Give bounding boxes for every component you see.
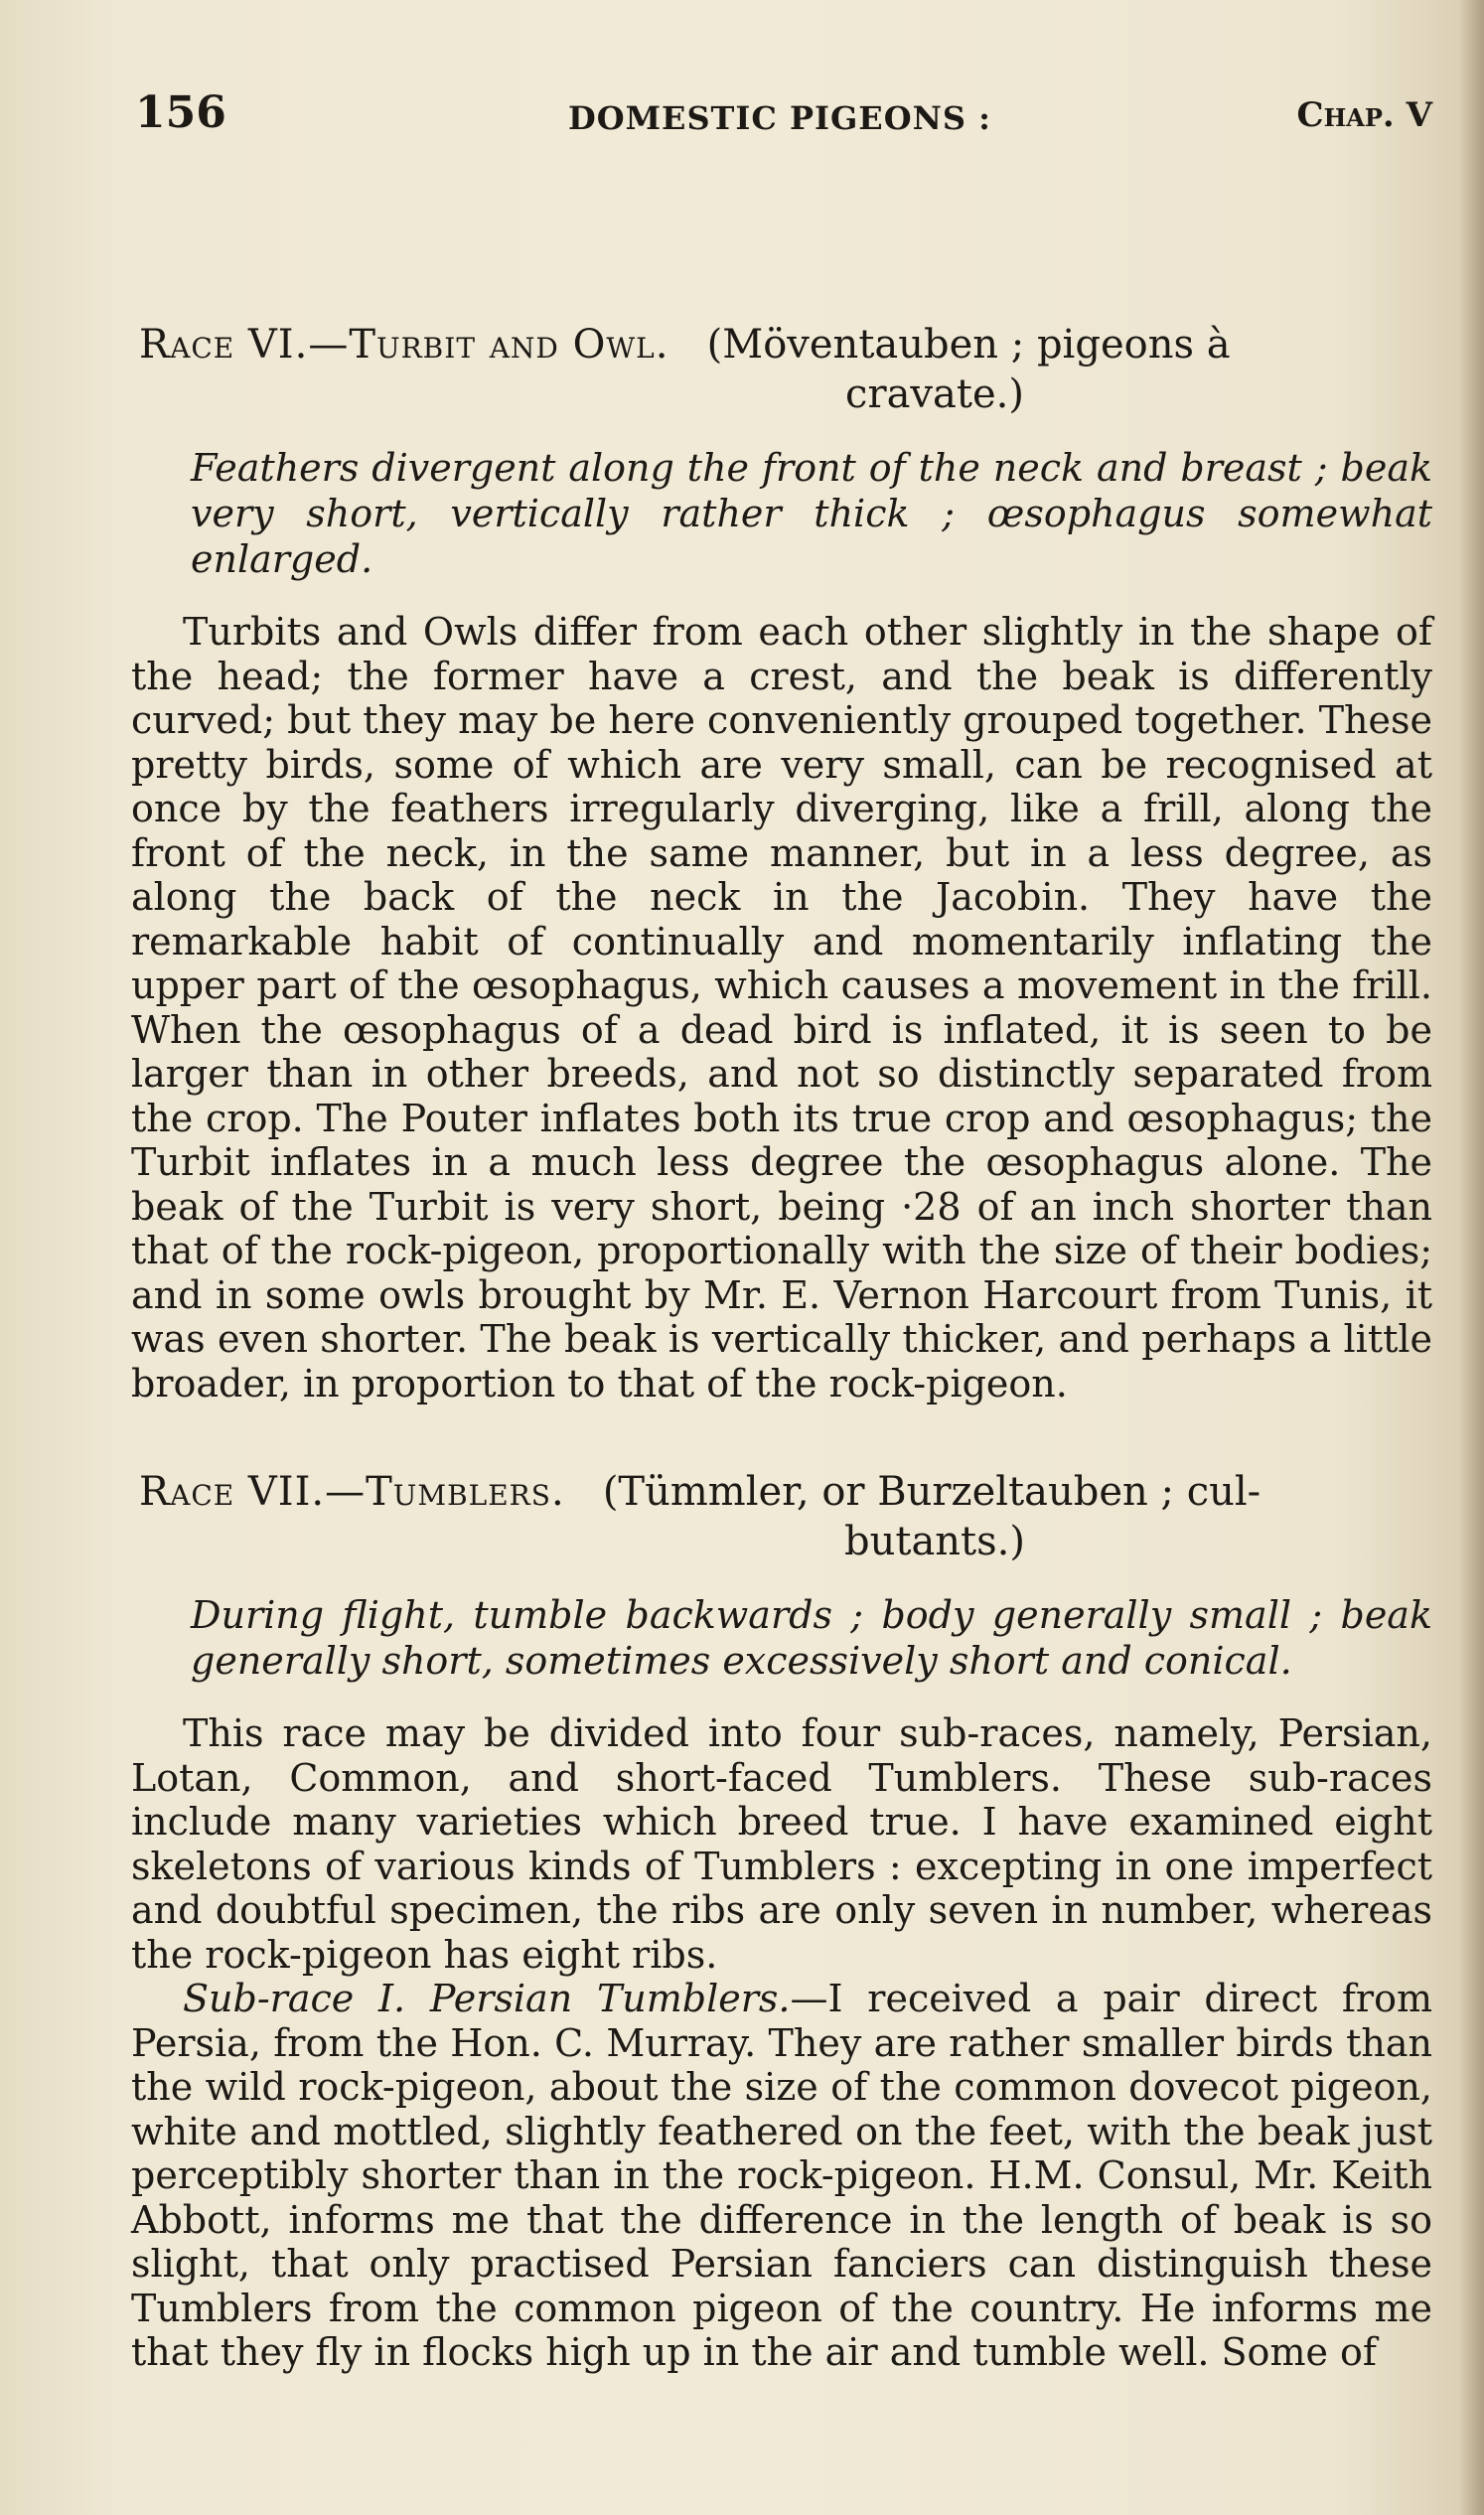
- race-vii-characters: During flight, tumble backwards ; body generally small ; beak generally short, sometimes excessively short and conical.: [191, 1593, 1432, 1683]
- running-title: DOMESTIC PIGEONS :: [568, 99, 991, 137]
- running-header: [131, 79, 1432, 151]
- race-vi-title: Race VI.—Turbit and Owl.: [139, 322, 669, 368]
- page-number: 156: [135, 87, 226, 138]
- race-vi-heading: [131, 320, 1432, 419]
- race-vii-alt-names: (Tümmler, or Burzeltauben ; cul-: [602, 1469, 1261, 1515]
- race-vi-alt-names: (Möventauben ; pigeons à: [706, 322, 1231, 368]
- subrace-i-heading: Sub-race I. Persian Tumblers.: [183, 1977, 791, 2020]
- chapter-reference: Chap. V: [1296, 95, 1432, 135]
- subrace-i-text: —I received a pair direct from Persia, from the Hon. C. Murray. They are rather smaller birds than the wild rock-pigeon, about the size of the common dovecot pigeon, white and mottled, slightly feathered on the feet, with the beak just perceptibly shorter than in the rock-pigeon. H.M. Consul, Mr. Keith Abbott, informs me that the difference in the length of beak is so slight, that only practised Persian fanciers can distinguish these Tumblers from the common pigeon of the country. He informs me that they fly in flocks high up in the air and tumble well. Some of: [131, 1977, 1432, 2374]
- race-vii-heading: [131, 1467, 1432, 1566]
- race-vi-paragraph: Turbits and Owls differ from each other slightly in the shape of the head; the former have a crest, and the beak is differently curved; but they may be here conveniently grouped together. These pretty birds, some of which are very small, can be recognised at once by the feathers irregularly diverging, like a frill, along the front of the neck, in the same manner, but in a less degree, as along the back of the neck in the Jacobin. They have the remarkable habit of continually and momentarily inflating the upper part of the œsophagus, which causes a movement in the frill. When the œsophagus of a dead bird is inflated, it is seen to be larger than in other breeds, and not so distinctly separated from the crop. The Pouter inflates both its true crop and œsophagus; the Turbit inflates in a much less degree the œsophagus alone. The beak of the Turbit is very short, being ·28 of an inch shorter than that of the rock-pigeon, proportionally with the size of their bodies; and in some owls brought by Mr. E. Vernon Harcourt from Tunis, it was even shorter. The beak is vertically thicker, and perhaps a little broader, in proportion to that of the rock-pigeon.: [131, 610, 1432, 1405]
- race-vii-alt-names-cont: butants.): [844, 1519, 1025, 1564]
- subrace-i-paragraph: [131, 1977, 1432, 2375]
- race-vi-characters: Feathers divergent along the front of the neck and breast ; beak very short, vertically rather thick ; œsophagus somewhat enlarged.: [191, 446, 1432, 581]
- race-vii-paragraph: This race may be divided into four sub-races, namely, Persian, Lotan, Common, and short-faced Tumblers. These sub-races include many varieties which breed true. I have examined eight skeletons of various kinds of Tumblers : excepting in one imperfect and doubtful specimen, the ribs are only seven in number, whereas the rock-pigeon has eight ribs.: [131, 1711, 1432, 1977]
- text-column: [131, 79, 1432, 2375]
- page-gutter-shadow: [1458, 0, 1484, 2515]
- race-vi-alt-names-cont: cravate.): [845, 371, 1024, 417]
- race-vii-title: Race VII.—Tumblers.: [139, 1469, 565, 1515]
